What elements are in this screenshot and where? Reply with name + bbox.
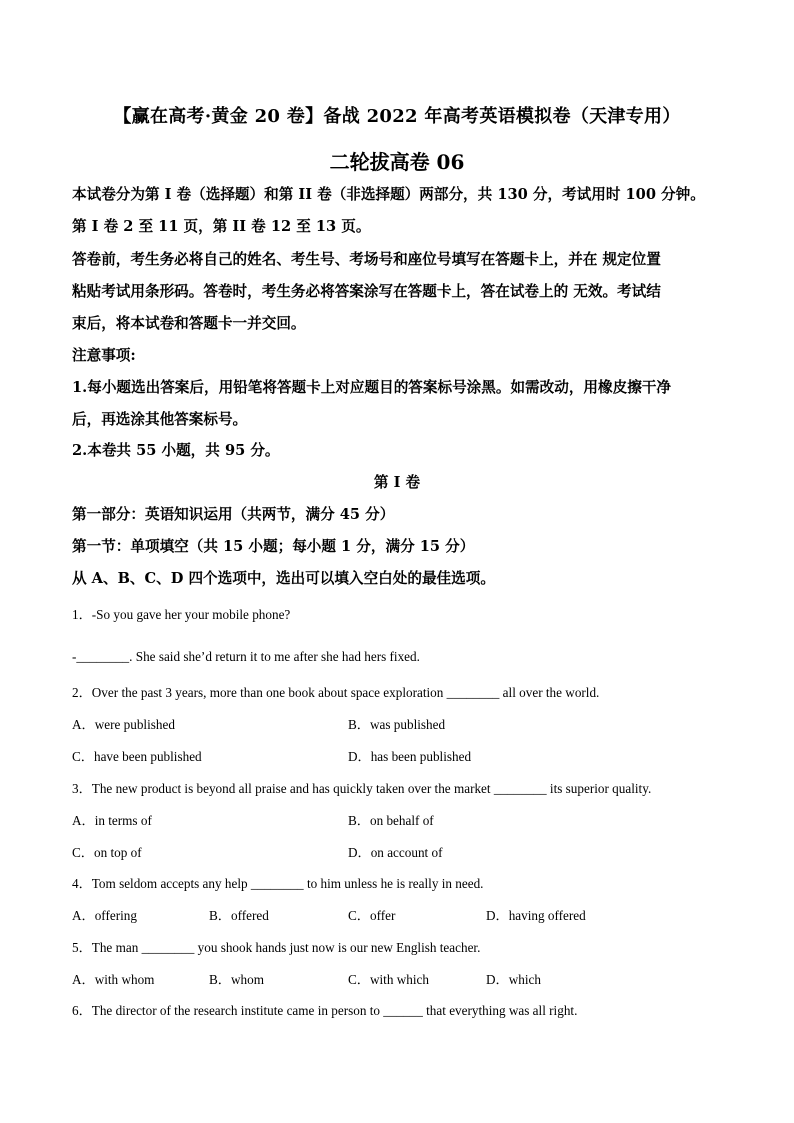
- question-3-option-d[interactable]: D．on account of: [348, 845, 443, 860]
- question-2-stem: 2．Over the past 3 years, more than one book about space exploration ________ all over the world.: [72, 685, 600, 700]
- volume-heading: 第 I 卷: [373, 474, 421, 491]
- instruction: 从 A、B、C、D 四个选项中，选出可以填入空白处的最佳选项。: [72, 570, 495, 587]
- question-5-option-a[interactable]: A．with whom: [72, 972, 155, 987]
- intro-line-3: 答卷前，考生务必将自己的姓名、考生号、考场号和座位号填写在答题卡上，并在 规定位置: [72, 251, 661, 268]
- part-1-heading: 第一部分：英语知识运用（共两节，满分 45 分）: [72, 506, 395, 523]
- question-5-option-d[interactable]: D．which: [486, 972, 541, 987]
- question-5-option-b[interactable]: B．whom: [209, 972, 264, 987]
- notes-heading: 注意事项:: [72, 347, 136, 364]
- question-3-option-a[interactable]: A．in terms of: [72, 813, 152, 828]
- note-2: 2.本卷共 55 小题，共 95 分。: [72, 442, 280, 459]
- question-4-option-b[interactable]: B．offered: [209, 908, 269, 923]
- question-5-stem: 5．The man ________ you shook hands just now is our new English teacher.: [72, 940, 481, 955]
- question-2-option-d[interactable]: D．has been published: [348, 749, 472, 764]
- question-3-option-b[interactable]: B．on behalf of: [348, 813, 434, 828]
- exam-subtitle: 二轮拔高卷 06: [329, 150, 465, 174]
- question-1-dialog: -________. She said she’d return it to me after she had hers fixed.: [72, 649, 420, 664]
- question-3-option-c[interactable]: C．on top of: [72, 845, 142, 860]
- question-1-stem: 1．-So you gave her your mobile phone?: [72, 607, 291, 622]
- exam-title: 【赢在高考·黄金 20 卷】备战 2022 年高考英语模拟卷（天津专用）: [113, 106, 681, 127]
- intro-line-1: 本试卷分为第 I 卷（选择题）和第 II 卷（非选择题）两部分，共 130 分，考试用时 100 分钟。: [72, 186, 705, 203]
- section-1-heading: 第一节：单项填空（共 15 小题；每小题 1 分，满分 15 分）: [72, 538, 475, 555]
- note-1a: 1.每小题选出答案后，用铅笔将答题卡上对应题目的答案标号涂黑。如需改动，用橡皮擦干净: [72, 379, 671, 396]
- question-6-stem: 6．The director of the research institute came in person to ______ that everything was all right.: [72, 1003, 578, 1018]
- question-2-option-a[interactable]: A．were published: [72, 717, 175, 732]
- question-3-stem: 3．The new product is beyond all praise and has quickly taken over the market ________ its superior quality.: [72, 781, 652, 796]
- intro-line-2: 第 I 卷 2 至 11 页，第 II 卷 12 至 13 页。: [72, 218, 371, 235]
- question-4-option-a[interactable]: A．offering: [72, 908, 137, 923]
- question-4-option-d[interactable]: D．having offered: [486, 908, 586, 923]
- note-1b: 后，再选涂其他答案标号。: [72, 411, 248, 428]
- intro-line-4: 粘贴考试用条形码。答卷时，考生务必将答案涂写在答题卡上，答在试卷上的 无效。考试结: [72, 283, 661, 300]
- question-2-option-c[interactable]: C．have been published: [72, 749, 202, 764]
- intro-line-5: 束后，将本试卷和答题卡一并交回。: [72, 315, 306, 332]
- question-5-option-c[interactable]: C．with which: [348, 972, 429, 987]
- question-2-option-b[interactable]: B．was published: [348, 717, 446, 732]
- question-4-stem: 4．Tom seldom accepts any help ________ to him unless he is really in need.: [72, 876, 484, 891]
- question-4-option-c[interactable]: C．offer: [348, 908, 396, 923]
